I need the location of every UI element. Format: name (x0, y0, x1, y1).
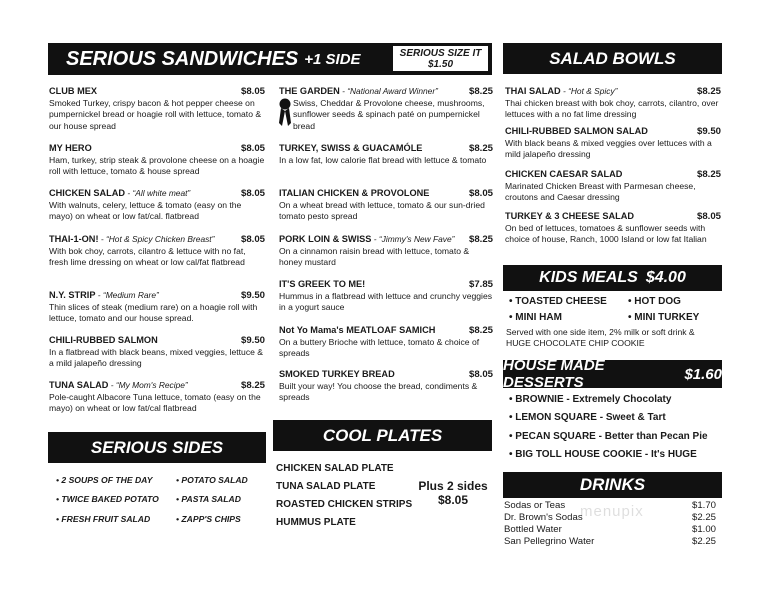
menu-item: THAI-1-ON! - “Hot & Spicy Chicken Breast” $8.05 With bok choy, carrots, cilantro & lettuce with no fat, fresh lime dressing on wheat or low cal/fat flatbread (49, 234, 265, 268)
salad-bowls-header (503, 43, 722, 74)
menu-item-description: In a low fat, low calorie flat bread with lettuce & tomato (279, 155, 487, 166)
menu-item-price: $8.25 (468, 86, 493, 97)
menu-item: CHICKEN SALAD - “All white meat” $8.05 With walnuts, celery, lettuce & tomato (easy on the mayo) on wheat or low fat/cal. flatbread (49, 188, 265, 222)
menu-item-price: $8.05 (240, 234, 265, 245)
menu-item-name: SMOKED TURKEY BREAD (279, 369, 395, 379)
menu-item-price: $8.05 (468, 188, 493, 199)
menu-item-price: $8.25 (696, 169, 721, 180)
cool-plate-item: TUNA SALAD PLATE (276, 481, 376, 492)
dessert-item: • PECAN SQUARE - Better than Pecan Pie (509, 431, 708, 442)
menu-item-price: $8.05 (240, 188, 265, 199)
menu-item-price: $8.05 (696, 211, 721, 222)
serious-size-price: $1.50 (427, 59, 454, 70)
menu-item-name: CHICKEN CAESAR SALAD (505, 169, 623, 179)
cool-plates-offer (413, 479, 493, 507)
menu-item-price: $8.25 (696, 86, 721, 97)
side-item: • TWICE BAKED POTATO (56, 494, 159, 504)
sandwiches-title: SERIOUS SANDWICHES (66, 47, 299, 70)
salad-bowls-title: SALAD BOWLS (549, 48, 676, 68)
menu-item-description: Smoked Turkey, crispy bacon & hot pepper cheese on pumpernickel bread or hoagie roll with lettuce, tomato & our house spread (49, 98, 262, 131)
menu-item-tag: “All white meat” (132, 188, 191, 198)
menu-item (279, 188, 493, 223)
menu-item-description: Ham, turkey, strip steak & provolone cheese on a hoagie roll with lettuce, tomato & house spread (49, 155, 265, 177)
menu-item-description: Thin slices of steak (medium rare) on a hoagie roll with lettuce, tomato and our house spread. (49, 302, 258, 324)
menu-item: PORK LOIN & SWISS - “Jimmy's New Fave” $8.25 On a cinnamon raisin bread with lettuce, tomato & honey mustard (279, 234, 493, 268)
menu-item-name: TURKEY & 3 CHEESE SALAD (505, 211, 634, 221)
cool-plates-title: COOL PLATES (322, 425, 443, 445)
menu-item (49, 143, 265, 178)
kids-note: Served with one side item, 2% milk or soft drink & HUGE CHOCOLATE CHIP COOKIE (506, 327, 695, 348)
dessert-item: • LEMON SQUARE - Sweet & Tart (509, 412, 666, 423)
menu-item-price: $7.85 (468, 279, 493, 290)
menu-item-description: In a flatbread with black beans, mixed veggies, lettuce & a mild jalapeño dressing (49, 347, 264, 369)
menu-item-name: ITALIAN CHICKEN & PROVOLONE (279, 188, 430, 198)
drink-row: Sodas or Teas $1.70 (504, 500, 716, 511)
kids-item: • HOT DOG (628, 296, 681, 307)
menu-item-description: Hummus in a flatbread with lettuce and crunchy veggies in a yogurt sauce (279, 291, 493, 313)
menu-item-tag: “My Mom's Recipe” (115, 380, 188, 390)
menu-item-price: $8.25 (468, 325, 493, 336)
menu-item-price: $9.50 (240, 290, 265, 301)
kids-item: • MINI TURKEY (628, 312, 700, 323)
menu-item-name: IT'S GREEK TO ME! (279, 279, 366, 289)
menu-item-name: MY HERO (49, 143, 92, 153)
drink-row: San Pellegrino Water $2.25 (504, 536, 716, 547)
side-item: • FRESH FRUIT SALAD (56, 514, 151, 524)
drinks-title: DRINKS (579, 475, 646, 494)
menu-item-description: On a cinnamon raisin bread with lettuce, tomato & honey mustard (279, 246, 470, 268)
drink-row: Dr. Brown's Sodas $2.25 (504, 512, 716, 523)
side-item: • PASTA SALAD (176, 494, 241, 504)
menu-item-name: CHILI-RUBBED SALMON (49, 335, 158, 345)
menu-item-name: TUNA SALAD (49, 380, 109, 390)
cool-plates-header (273, 420, 492, 451)
menu-item-description: On a buttery Brioche with lettuce, tomato & choice of spreads (279, 337, 480, 359)
menu-item: N.Y. STRIP - “Medium Rare” $9.50 Thin slices of steak (medium rare) on a hoagie roll with lettuce, tomato and our house spread. (49, 290, 265, 324)
menu-item-price: $9.50 (240, 335, 265, 346)
menu-item-tag: “National Award Winner” (347, 86, 438, 96)
menu-item-price: $8.25 (468, 234, 493, 245)
menu-item-description: Built your way! You choose the bread, condiments & spreads (279, 381, 478, 403)
watermark: menupix (580, 503, 644, 520)
menu-item-name: TURKEY, SWISS & GUACAMÓLE (279, 143, 423, 153)
kids-item: • MINI HAM (509, 312, 562, 323)
menu-item-name: THAI SALAD (505, 86, 561, 96)
kids-item: • TOASTED CHEESE (509, 296, 607, 307)
menu-item (505, 169, 721, 204)
menu-item (279, 279, 493, 314)
menu-item (49, 86, 265, 132)
menu-item-name: CHICKEN SALAD (49, 188, 126, 198)
menu-item-description: On a wheat bread with lettuce, tomato & our sun-dried tomato pesto spread (279, 200, 485, 222)
menu-item-description: With bok choy, carrots, cilantro & lettuce with no fat, fresh lime dressing on wheat or low cal/fat flatbread (49, 246, 246, 268)
dessert-item: • BIG TOLL HOUSE COOKIE - It's HUGE (509, 449, 697, 460)
dessert-item: • BROWNIE - Extremely Chocolaty (509, 394, 672, 405)
menu-item (505, 211, 721, 246)
sides-header (48, 432, 266, 463)
cool-plate-item: CHICKEN SALAD PLATE (276, 463, 394, 474)
menu-item-price: $8.05 (240, 86, 265, 97)
menu-item-tag: “Hot & Spicy Chicken Breast” (105, 234, 215, 244)
kids-meals-header (503, 265, 722, 291)
menu-item-price: $9.50 (696, 126, 721, 137)
award-ribbon-icon (279, 97, 291, 127)
menu-item-description: Thai chicken breast with bok choy, carrots, cilantro, over lettuces with a no fat lime dressing (505, 98, 719, 120)
menu-item-description: On bed of lettuces, tomatoes & sunflower seeds with choice of house, Ranch, 1000 Island or low fat Italian (505, 223, 707, 245)
menu-item-price: $8.25 (240, 380, 265, 391)
menu-item-name: PORK LOIN & SWISS (279, 234, 372, 244)
menu-item-name: Not Yo Mama's MEATLOAF SAMICH (279, 325, 436, 335)
cool-plate-item: HUMMUS PLATE (276, 517, 356, 528)
menu-item-tag: “Medium Rare” (102, 290, 159, 300)
menu-item-name: CHILI-RUBBED SALMON SALAD (505, 126, 648, 136)
menu-item (279, 325, 493, 360)
menu-item-description: Marinated Chicken Breast with Parmesan cheese, croutons and Caesar dressing (505, 181, 696, 203)
kids-meals-title: KIDS MEALS (539, 269, 638, 286)
menu-item-tag: “Hot & Spicy” (568, 86, 618, 96)
menu-item-name: THAI-1-ON! (49, 234, 99, 244)
menu-item-description: With black beans & mixed veggies over lettuces with a mild jalapeño dressing (505, 138, 712, 160)
side-item: • 2 SOUPS OF THE DAY (56, 475, 153, 485)
menu-item-description: Swiss, Cheddar & Provolone cheese, mushrooms, sunflower seeds & spinach paté on pumpernickel bread (293, 98, 485, 131)
drink-row: Bottled Water $1.00 (504, 524, 716, 535)
menu-item: TUNA SALAD - “My Mom's Recipe” $8.25 Pole-caught Albacore Tuna lettuce, tomato (easy on the mayo) on wheat or low fat/cal flatbread (49, 380, 265, 414)
desserts-header (503, 357, 722, 391)
desserts-price: $1.60 (684, 365, 722, 383)
menu-item-price: $8.25 (468, 143, 493, 154)
cool-plates-price: $8.05 (437, 493, 469, 507)
cool-plate-item: ROASTED CHICKEN STRIPS (276, 499, 413, 510)
menu-item (279, 369, 493, 404)
side-item: • POTATO SALAD (176, 475, 248, 485)
menu-item: THE GARDEN - “National Award Winner” $8.25 Swiss, Cheddar & Provolone cheese, mushrooms, sunflower seeds & spinach paté on pumpernickel bread (279, 86, 493, 131)
desserts-title: HOUSE MADE DESSERTS (503, 357, 605, 391)
menu-item (279, 143, 493, 166)
serious-size-label: SERIOUS SIZE IT (399, 48, 482, 59)
menu-item-tag: “Jimmy's New Fave” (378, 234, 455, 244)
sandwiches-title-suffix: +1 SIDE (304, 50, 361, 68)
menu-item-name: N.Y. STRIP (49, 290, 96, 300)
menu-item-description: Pole-caught Albacore Tuna lettuce, tomato (easy on the mayo) on wheat or low fat/cal flatbread (49, 392, 261, 414)
side-item: • ZAPP'S CHIPS (176, 514, 241, 524)
kids-meals-price: $4.00 (645, 269, 686, 286)
sides-title: SERIOUS SIDES (90, 437, 224, 457)
menu-item (49, 335, 265, 370)
menu-item-description: With walnuts, celery, lettuce & tomato (easy on the mayo) on wheat or low fat/cal. flatbread (49, 200, 242, 222)
menu-item: THAI SALAD - “Hot & Spicy” $8.25 Thai chicken breast with bok choy, carrots, cilantro, over lettuces with a no fat lime dressing (505, 86, 721, 120)
menu-item (505, 126, 721, 161)
menu-item-price: $8.05 (240, 143, 265, 154)
menu-item-name: CLUB MEX (49, 86, 97, 96)
drinks-header (503, 472, 722, 498)
menu-item-price: $8.05 (468, 369, 493, 380)
cool-plates-note: Plus 2 sides (418, 479, 488, 493)
menu-item-name: THE GARDEN (279, 86, 340, 96)
serious-size-badge (392, 45, 489, 72)
